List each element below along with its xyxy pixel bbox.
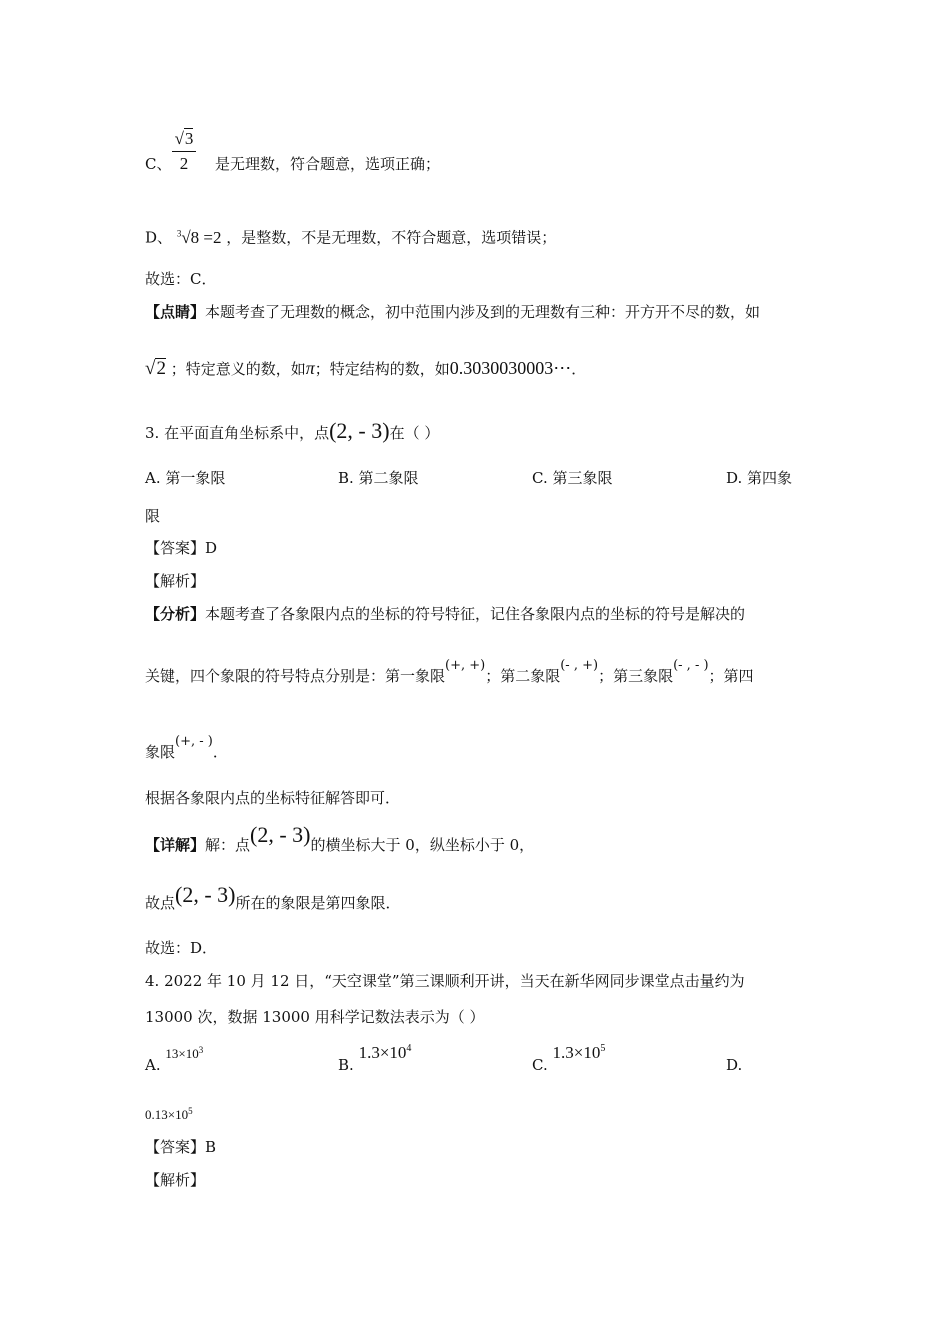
cube-root-expression: $^3$√8 =2 (176, 227, 222, 247)
q4-stem-2: 13000 次，数据 13000 用科学记数法表示为（ ） (145, 1008, 485, 1026)
q4-option-c (532, 1043, 606, 1078)
sqrt2-expression: √2 (145, 358, 166, 379)
fenxi-tag: 【分析】 (145, 605, 206, 623)
xiangjie-post: 的横坐标大于 0，纵坐标小于 0， (310, 836, 535, 854)
q4-option-d-expr: $0.13\times 10^5$ (145, 1106, 193, 1122)
repeating-decimal: 0.3030030003⋯ (449, 358, 572, 378)
option-c-line (145, 154, 440, 174)
fraction-denominator: 2 (179, 154, 189, 173)
quadrant-1-sign: (+, +) (445, 658, 486, 673)
xiangjie-pre: 解：点 (205, 836, 251, 854)
quad-pre: 关键，四个象限的符号特点分别是：第一象限 (145, 667, 446, 685)
q3-stem-pre: 3. 在平面直角坐标系中，点 (145, 424, 330, 442)
fenxi-text: 本题考查了各象限内点的坐标的符号特征，记住各象限内点的坐标的符号是解决的 (205, 605, 746, 623)
q3-jiexi: 【解析】 (145, 572, 206, 590)
option-d-text: ，是整数，不是无理数，不符合题意，选项错误； (226, 228, 557, 247)
dianjing-tag: 【点睛】 (145, 303, 206, 321)
quad-q3-label: ；第三象限 (598, 667, 674, 685)
q3-option-b: B. 第二象限 (338, 469, 419, 487)
q4-option-a-label: A. (145, 1056, 161, 1074)
quad-q2-label: ；第二象限 (485, 667, 561, 685)
option-c-label: C、 (145, 155, 172, 173)
q4-option-b (338, 1043, 412, 1078)
q4-option-d: D. (726, 1056, 743, 1074)
q3-option-d: D. 第四象 (726, 469, 793, 487)
q4-option-b-label: B. (338, 1056, 354, 1074)
q3-xiangjie (145, 822, 535, 855)
q3-option-c: C. 第三象限 (532, 469, 613, 487)
quad4-label: 象限 (145, 743, 176, 761)
xiangjie-tag: 【详解】 (145, 836, 206, 854)
dianjing-line-2 (145, 358, 586, 379)
q3-point: (2, - 3) (329, 418, 390, 443)
q3-choice: 故选：D． (145, 939, 218, 957)
q4-stem-1: 4. 2022 年 10 月 12 日，“天空课堂”第三课顺利开讲，当天在新华网同步课堂点击量约为 (145, 972, 745, 990)
fraction-bar (172, 151, 196, 152)
q3-quadrant-line (145, 658, 754, 688)
fraction-numerator: √3 (174, 129, 194, 148)
q3-answer: 【答案】D (145, 539, 218, 557)
q4-jiexi: 【解析】 (145, 1171, 206, 1189)
quad4-end: ． (212, 743, 228, 761)
q2-choice: 故选：C． (145, 270, 217, 288)
conclusion-post: 所在的象限是第四象限． (235, 894, 401, 912)
q3-quadrant4-line (145, 734, 228, 764)
dianjing-line2-a: ；特定意义的数，如 (170, 360, 306, 378)
dianjing-text: 本题考查了无理数的概念，初中范围内涉及到的无理数有三种：开方开不尽的数，如 (205, 303, 761, 321)
dianjing-line (145, 302, 760, 322)
q4-option-b-expr: $1.3\times 10^4$ (358, 1043, 412, 1062)
quadrant-3-sign: (- , - ) (673, 658, 709, 673)
dianjing-line2-b: ；特定结构的数，如 (314, 360, 450, 378)
quad-q4-label: ；第四 (708, 667, 754, 685)
q4-option-c-label: C. (532, 1056, 548, 1074)
conclusion-point: (2, - 3) (175, 882, 236, 907)
q4-option-c-expr: $1.3\times 10^5$ (552, 1043, 606, 1062)
q3-option-d-wrap: 限 (145, 507, 161, 525)
q3-fenxi (145, 604, 745, 624)
q3-option-a: A. 第一象限 (145, 469, 226, 487)
quadrant-2-sign: (- , +) (560, 658, 599, 673)
dianjing-line2-end: ． (571, 360, 587, 378)
q3-conclusion (145, 882, 401, 913)
quadrant-4-sign: (+, - ) (175, 734, 213, 749)
xiangjie-point: (2, - 3) (250, 822, 311, 847)
q4-option-a-expr: $13\times 10^3$ (165, 1045, 204, 1061)
pi-symbol: π (305, 358, 315, 378)
q3-stem (145, 418, 440, 443)
q3-answer-rule: 根据各象限内点的坐标特征解答即可． (145, 789, 401, 807)
q4-answer: 【答案】B (145, 1138, 217, 1156)
option-d-line (145, 223, 556, 248)
option-c-text: 是无理数，符合题意，选项正确； (215, 155, 441, 173)
q3-stem-post: 在（ ） (389, 424, 440, 442)
option-d-label: D、 (145, 228, 173, 247)
conclusion-pre: 故点 (145, 894, 176, 912)
q4-option-a (145, 1045, 204, 1077)
